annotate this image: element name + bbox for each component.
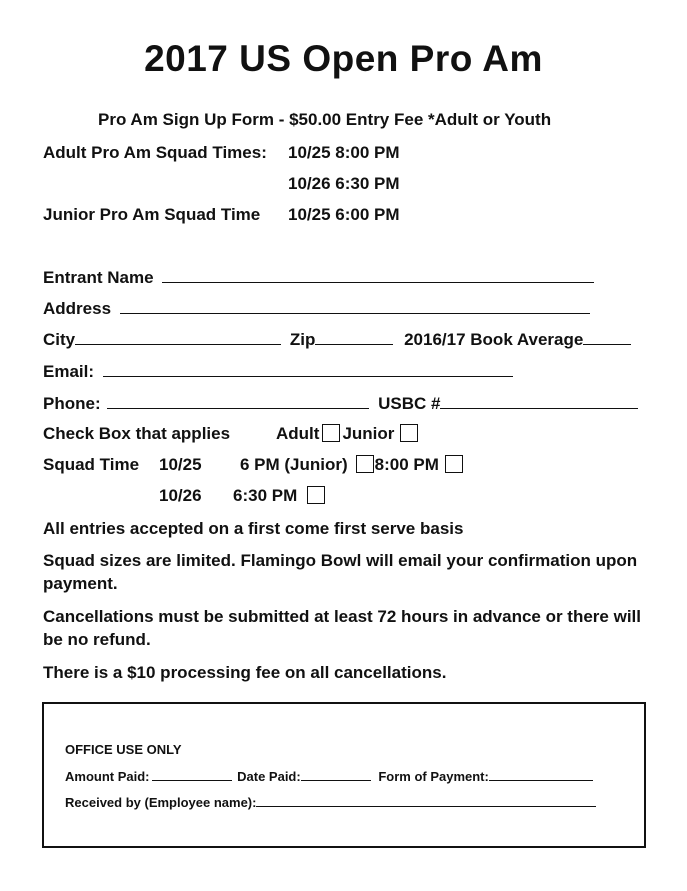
option-6pm-label: 6 PM (Junior) [240,455,348,474]
received-by-line[interactable] [256,794,596,807]
adult-label: Adult [276,424,320,443]
city-label: City [43,330,76,349]
book-average-label: 2016/17 Book Average [404,330,584,349]
form-title: 2017 US Open Pro Am [144,38,543,79]
squad-date-2: 10/26 [159,486,202,505]
option-630-checkbox[interactable] [307,486,325,504]
squad-date-1: 10/25 [159,455,202,474]
option-6pm-checkbox[interactable] [356,455,374,473]
received-by-label: Received by (Employee name): [65,795,257,810]
note-processing-fee: There is a $10 processing fee on all cancellations. [43,663,447,682]
address-line[interactable] [120,298,590,314]
entrant-name-label: Entrant Name [43,268,154,287]
squad-options-2 [233,486,325,506]
option-8pm-checkbox[interactable] [445,455,463,473]
zip-label: Zip [289,330,316,349]
note-cancellations: Cancellations must be submitted at least 72 hours in advance or there will be no refund. [43,607,641,649]
junior-squad-label: Junior Pro Am Squad Time [43,205,261,224]
office-use-heading: OFFICE USE ONLY [65,742,182,757]
adult-squad-label: Adult Pro Am Squad Times: [43,143,267,162]
city-zip-row [43,329,631,350]
phone-usbc-row [43,393,638,414]
email-label: Email: [43,362,95,381]
address-field[interactable] [43,298,590,319]
office-payment-row [65,768,593,784]
adult-junior-row [276,424,418,444]
amount-paid-label: Amount Paid: [65,769,150,784]
note-first-come: All entries accepted on a first come first serve basis [43,519,464,538]
book-average-line[interactable] [583,329,631,345]
usbc-label: USBC # [378,394,441,413]
adult-squad-time-1: 10/25 8:00 PM [288,143,400,162]
option-8pm-label: 8:00 PM [374,455,439,474]
received-by-row [65,794,596,810]
option-630-label: 6:30 PM [233,486,298,505]
entrant-name-field[interactable] [43,267,594,288]
sign-up-line: Pro Am Sign Up Form - $50.00 Entry Fee *Adult or Youth [98,110,552,129]
note-squad-sizes: Squad sizes are limited. Flamingo Bowl will email your confirmation upon payment. [43,551,638,593]
zip-line[interactable] [315,329,393,345]
date-paid-label: Date Paid: [237,769,301,784]
address-label: Address [43,299,112,318]
junior-label: Junior [342,424,395,443]
junior-checkbox[interactable] [400,424,418,442]
adult-checkbox[interactable] [322,424,340,442]
city-line[interactable] [75,329,281,345]
form-of-payment-line[interactable] [489,768,593,781]
phone-label: Phone: [43,394,101,413]
junior-squad-time: 10/25 6:00 PM [288,205,400,224]
squad-options-1 [240,455,463,475]
email-field[interactable] [43,361,513,382]
email-line[interactable] [103,361,513,377]
applies-label: Check Box that applies [43,424,231,443]
adult-squad-time-2: 10/26 6:30 PM [288,174,400,193]
squad-time-label: Squad Time [43,455,140,474]
amount-paid-line[interactable] [152,768,232,781]
entrant-name-line[interactable] [162,267,594,283]
date-paid-line[interactable] [301,768,371,781]
form-of-payment-label: Form of Payment: [378,769,489,784]
usbc-line[interactable] [440,393,638,409]
phone-line[interactable] [107,393,369,409]
